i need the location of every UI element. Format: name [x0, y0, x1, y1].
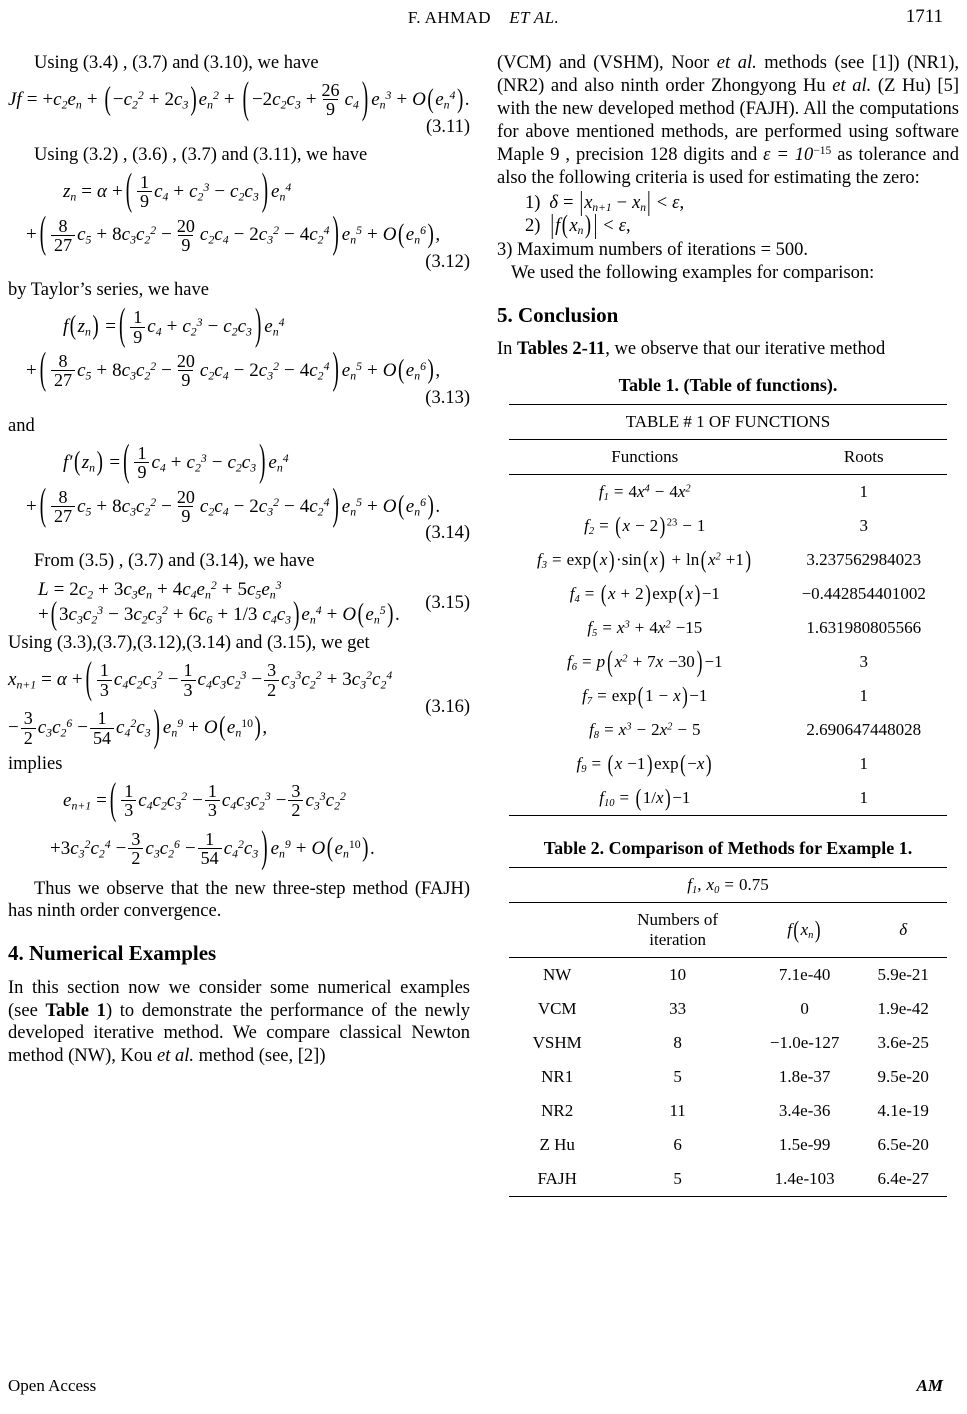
equation-3-11-number: (3.11) [425, 116, 470, 137]
equation-3-14-number: (3.14) [425, 523, 470, 544]
rp-part4: as tolerance and also the following criteria is used for estimating the zero: [497, 144, 959, 188]
table1-function-3: $f_3 = \exp(x)\cdot\sin(x) + \ln(x^2 +1)$ [537, 545, 752, 574]
equation-3-16-number: (3.16) [425, 697, 470, 718]
table1-root-8: 2.690647448028 [806, 719, 922, 739]
table1-function-2: $f_2 = (x - 2) ^{23} - 1$ [584, 511, 706, 540]
table1-header-functions: Functions [509, 439, 781, 474]
equation-e-n-plus-1: $e_{n+1}$ = ( $\frac{1}{3}$ $c_4$ $c_2$ $c_3^2$ − $\frac{1}{3}$ $c_4$ $c_3$ $c_2^3$ − $\frac{3}{2}$ $c_3^3$ $c_2^2$ + 3 $c_3^2$ $c_2^4$ − $\frac{3}{2}$ $c_3$ $c_2^6$ − $\frac{1}{54}$ $c_4^2$ $c_3$ ) $e_n^9$ + O ( $e_n^{10}$ ) . [50, 774, 375, 873]
page-number: 1711 [905, 6, 943, 27]
table-row [509, 713, 947, 747]
rp-part1: (VCM) and (VSHM), Noor [497, 53, 717, 73]
footer-open-access: Open Access [8, 1376, 97, 1395]
rp-etal2: et al. [832, 75, 872, 96]
table1-root-10: 1 [781, 781, 947, 816]
criteria-item-3: 3) Maximum numbers of iterations = 500. [497, 239, 809, 260]
table1-function-5: $f_5 = x^3 + 4x^2 -15$ [587, 617, 703, 639]
s4-table-ref: Table 1 [45, 1000, 106, 1021]
table1-header-row [509, 439, 947, 474]
rp-etal1: et al. [716, 53, 757, 73]
table2-fxn-4: 1.8e-37 [778, 1066, 831, 1086]
equation-3-12: $z_n$ = α + ( $\frac{1}{9}$ $c_4$ + $c_2^3$ − $c_2$ $c_3$ ) $e_n^4$ + ( $\frac{8}{27}$ $c_5$ + 8 $c_3$ $c_2^2$ − $\frac{20}{9}$ $c_2$ $c_4$ − 2 $c_3^2$ − 4 $c_2^4$ ) $e_n^5$ + O ( $e_n^6$ ) , (3.12) [8, 173, 470, 274]
table2-method-7: FAJH [509, 1162, 605, 1197]
s5-tables-ref: Tables 2-11 [517, 339, 606, 360]
table-row [509, 1162, 947, 1197]
table2-method-5: NR2 [541, 1100, 574, 1120]
table-row [509, 1060, 947, 1094]
table-row [509, 611, 947, 645]
intro-3-16: Using (3.3),(3.7),(3.12),(3.14) and (3.15), we get [8, 633, 370, 654]
running-head-authors: F. AHMAD [407, 8, 491, 27]
criteria-item-2: 2) $|f(x_n)$ | < ε, [525, 210, 631, 241]
we-used-line: We used the following examples for comparison: [511, 262, 875, 283]
equation-3-13-number: (3.13) [425, 387, 470, 408]
implies-line: implies [8, 753, 63, 774]
table1-header-roots: Roots [781, 439, 947, 474]
intro-3-15: From (3.5) , (3.7) and (3.14), we have [34, 551, 315, 572]
table2-fxn-7: 1.4e-103 [750, 1162, 860, 1197]
table-row [509, 474, 947, 509]
table2-fxn-5: 3.4e-36 [778, 1100, 831, 1120]
table1-function-1: $f_1 = 4x^4 - 4x^2$ [598, 481, 691, 503]
table1-root-5: 1.631980805566 [806, 617, 922, 637]
right-column [497, 52, 959, 1197]
table-row [509, 957, 947, 992]
equation-3-13: f ( $z_n$ ) = ( $\frac{1}{9}$ $c_4$ + $c_2^3$ − $c_2$ $c_3$ ) $e_n^4$ + ( $\frac{8}{27}$ $c_5$ + 8 $c_3$ $c_2^2$ − $\frac{20}{9}$ $c_2$ $c_4$ − 2 $c_3^2$ − 4 $c_2^4$ ) $e_n^5$ + O ( $e_n^6$ ) , (3.13) [8, 308, 470, 409]
table1-function-4: $f_4 = (x + 2)\exp(x)-1$ [569, 579, 720, 608]
thus-paragraph: Thus we observe that the new three-step method (FAJH) has ninth order convergence. [8, 878, 470, 922]
intro-3-12: Using (3.2) , (3.6) , (3.7) and (3.11), we have [34, 144, 368, 165]
table2-iterations-7: 5 [605, 1162, 750, 1197]
rp-part3: (Z Hu) [5] with the new developed method (FAJH). All the computations for above mentioned methods, are performed using software Maple 9 , precision 128 digits and [497, 75, 959, 165]
table2-method-6: Z Hu [539, 1134, 575, 1154]
s4-etal: et al. [157, 1046, 194, 1067]
running-head [0, 8, 967, 34]
epsilon-tolerance: $\varepsilon = 10^{-15}$ [763, 144, 832, 165]
table2-banner-row [509, 867, 947, 902]
table2-header-delta: δ [859, 902, 947, 957]
page-footer [8, 1376, 943, 1398]
table-row [509, 509, 947, 543]
table2-fxn-2: 0 [800, 998, 809, 1018]
table2-caption: Table 2. Comparison of Methods for Example 1. [543, 837, 913, 858]
table2-iterations-4: 5 [673, 1066, 682, 1086]
equation-3-16: $x_{n+1}$ = α + ( $\frac{1}{3}$ $c_4$ $c_2$ $c_3^2$ − $\frac{1}{3}$ $c_4$ $c_3$ $c_2^3$ − $\frac{3}{2}$ $c_3^3$ $c_2^2$ + 3 $c_3^2$ $c_2^4$ − $\frac{3}{2}$ $c_3$ $c_2^6$ − $\frac{1}{54}$ $c_4^2$ $c_3$ ) $e_n^9$ + O ( $e_n^{10}$ ) , (3.16) [8, 654, 470, 752]
section-5-paragraph [497, 338, 959, 361]
rp-part2: methods (see [1]) (NR1), (NR2) and also ninth order Zhongyong Hu [497, 53, 959, 96]
table2-delta-5: 4.1e-19 [877, 1100, 929, 1120]
table1-root-1: 1 [859, 481, 869, 501]
table2-delta-7: 6.4e-27 [859, 1162, 947, 1197]
equation-3-15: L = 2 $c_2$ + 3 $c_3$ $e_n$ + 4 $c_4$ $e_n^2$ + 5 $c_5$ $e_n^3$ + ( 3 $c_3$ $c_2^3$ − 3 $c_2$ $c_3^2$ + 6 $c_6$ + 1/3 $c_4$ $c_3$ ) $e_n^4$ + O ( $e_n^5$ ) . (3.15) [38, 579, 470, 633]
equation-3-15-number: (3.15) [425, 593, 470, 614]
table2-header-row [509, 902, 947, 957]
table-row [509, 781, 947, 816]
table1-function-10: $f_{10} = (1/x)-1$ [509, 781, 781, 816]
table2-iterations-2: 33 [669, 998, 687, 1018]
table1 [509, 404, 947, 816]
section-5-heading: 5. Conclusion [497, 302, 619, 327]
table-row [509, 1026, 947, 1060]
table2 [509, 867, 947, 1197]
table1-root-3: 3.237562984023 [806, 549, 922, 569]
intro-3-11: Using (3.4) , (3.7) and (3.10), we have [34, 53, 319, 73]
table1-function-8: $f_8 = x^3 - 2x^2 - 5$ [589, 719, 701, 741]
table1-root-2: 3 [859, 515, 869, 535]
table2-method-3: VSHM [532, 1032, 582, 1052]
table2-iterations-3: 8 [673, 1032, 682, 1052]
table1-root-9: 1 [859, 753, 869, 773]
table-row [509, 1094, 947, 1128]
section-4-paragraph [8, 977, 470, 1069]
table1-caption: Table 1. (Table of functions). [618, 374, 838, 395]
table2-delta-2: 1.9e-42 [877, 998, 929, 1018]
table2-iterations-5: 11 [669, 1100, 686, 1120]
and-line: and [8, 415, 35, 436]
equation-3-14: f′ ( $z_n$ ) = ( $\frac{1}{9}$ $c_4$ + $c_2^3$ − $c_2$ $c_3$ ) $e_n^4$ + ( $\frac{8}{27}$ $c_5$ + 8 $c_3$ $c_2^2$ − $\frac{20}{9}$ $c_2$ $c_4$ − 2 $c_3^2$ − 4 $c_2^4$ ) $e_n^5$ + O ( $e_n^6$ ) . (3.14) [8, 444, 470, 545]
table1-root-7: 1 [859, 685, 869, 705]
table-row [509, 645, 947, 679]
s5-part2: , we observe that our iterative method [605, 339, 886, 360]
table1-banner: TABLE # 1 OF FUNCTIONS [509, 404, 947, 439]
s4-part3: method (see, [2]) [194, 1046, 326, 1067]
table-row [509, 1128, 947, 1162]
running-head-etal: ET AL. [509, 8, 560, 27]
table2-fxn-3: −1.0e-127 [769, 1032, 840, 1052]
table2-header-iterations: Numbers of iteration [605, 902, 750, 957]
table2-fxn-1: 7.1e-40 [778, 964, 831, 984]
table-row [509, 992, 947, 1026]
table2-banner: $f_1$, $x_0 = 0.75$ [509, 867, 947, 902]
running-head-title [0, 8, 967, 28]
table2-method-4: NR1 [541, 1066, 574, 1086]
table2-header-fxn: $f(x_n)$ [750, 902, 860, 957]
table-row [509, 747, 947, 781]
table2-delta-1: 5.9e-21 [877, 964, 929, 984]
table2-delta-3: 3.6e-25 [877, 1032, 929, 1052]
table-row [509, 679, 947, 713]
table2-iterations-6: 6 [673, 1134, 682, 1154]
s5-part1: In [497, 339, 518, 360]
footer-journal-abbrev: AM [916, 1376, 943, 1395]
table2-header-blank [509, 902, 605, 957]
table1-function-9: $f_9 = (x -1)\exp(-x)$ [576, 749, 712, 778]
criteria-1-label: 1) [525, 192, 541, 213]
table-row [509, 577, 947, 611]
table2-method-1: NW [543, 964, 572, 984]
table2-method-2: VCM [537, 998, 577, 1018]
table2-iterations-1: 10 [669, 964, 687, 984]
table-row [509, 543, 947, 577]
table2-delta-6: 6.5e-20 [877, 1134, 929, 1154]
equation-3-12-number: (3.12) [425, 252, 470, 273]
criteria-2-label: 2) [525, 216, 541, 237]
table1-function-7: $f_7 = \exp(1 - x)-1$ [582, 681, 708, 710]
section-4-heading: 4. Numerical Examples [8, 941, 217, 966]
table1-root-4: −0.442854401002 [801, 583, 926, 603]
s4-part2: ) to demonstrate the performance of the newly developed iterative method. We compare classical Newton method (NW), Kou [8, 1000, 470, 1067]
table2-delta-4: 9.5e-20 [877, 1066, 929, 1086]
table2-fxn-6: 1.5e-99 [778, 1134, 831, 1154]
table1-banner-row [509, 404, 947, 439]
s4-part1: In this section now we consider some numerical examples (see [8, 977, 470, 1021]
right-intro-paragraph [497, 52, 959, 190]
table1-root-6: 3 [859, 651, 869, 671]
equation-3-11: Jf = + $c_2$ $e_n$ + ( − $c_2^2$ + 2 $c_3$ ) $e_n^2$ + ( − 2 $c_2$ $c_3$ + $\frac{26}{9}$ $c_4$ ) $e_n^3$ + O ( $e_n^4$ ) . (3.11) [8, 73, 470, 137]
taylor-line: by Taylor’s series, we have [8, 280, 209, 301]
criteria-item-1: 1) $\delta = |x_{n+1} - x_n| < \varepsilon$, [525, 187, 685, 218]
table1-function-6: $f_6 = p$ ( $x^2 + 7x -30$ ) −1 [566, 644, 723, 678]
left-column [8, 52, 470, 1070]
